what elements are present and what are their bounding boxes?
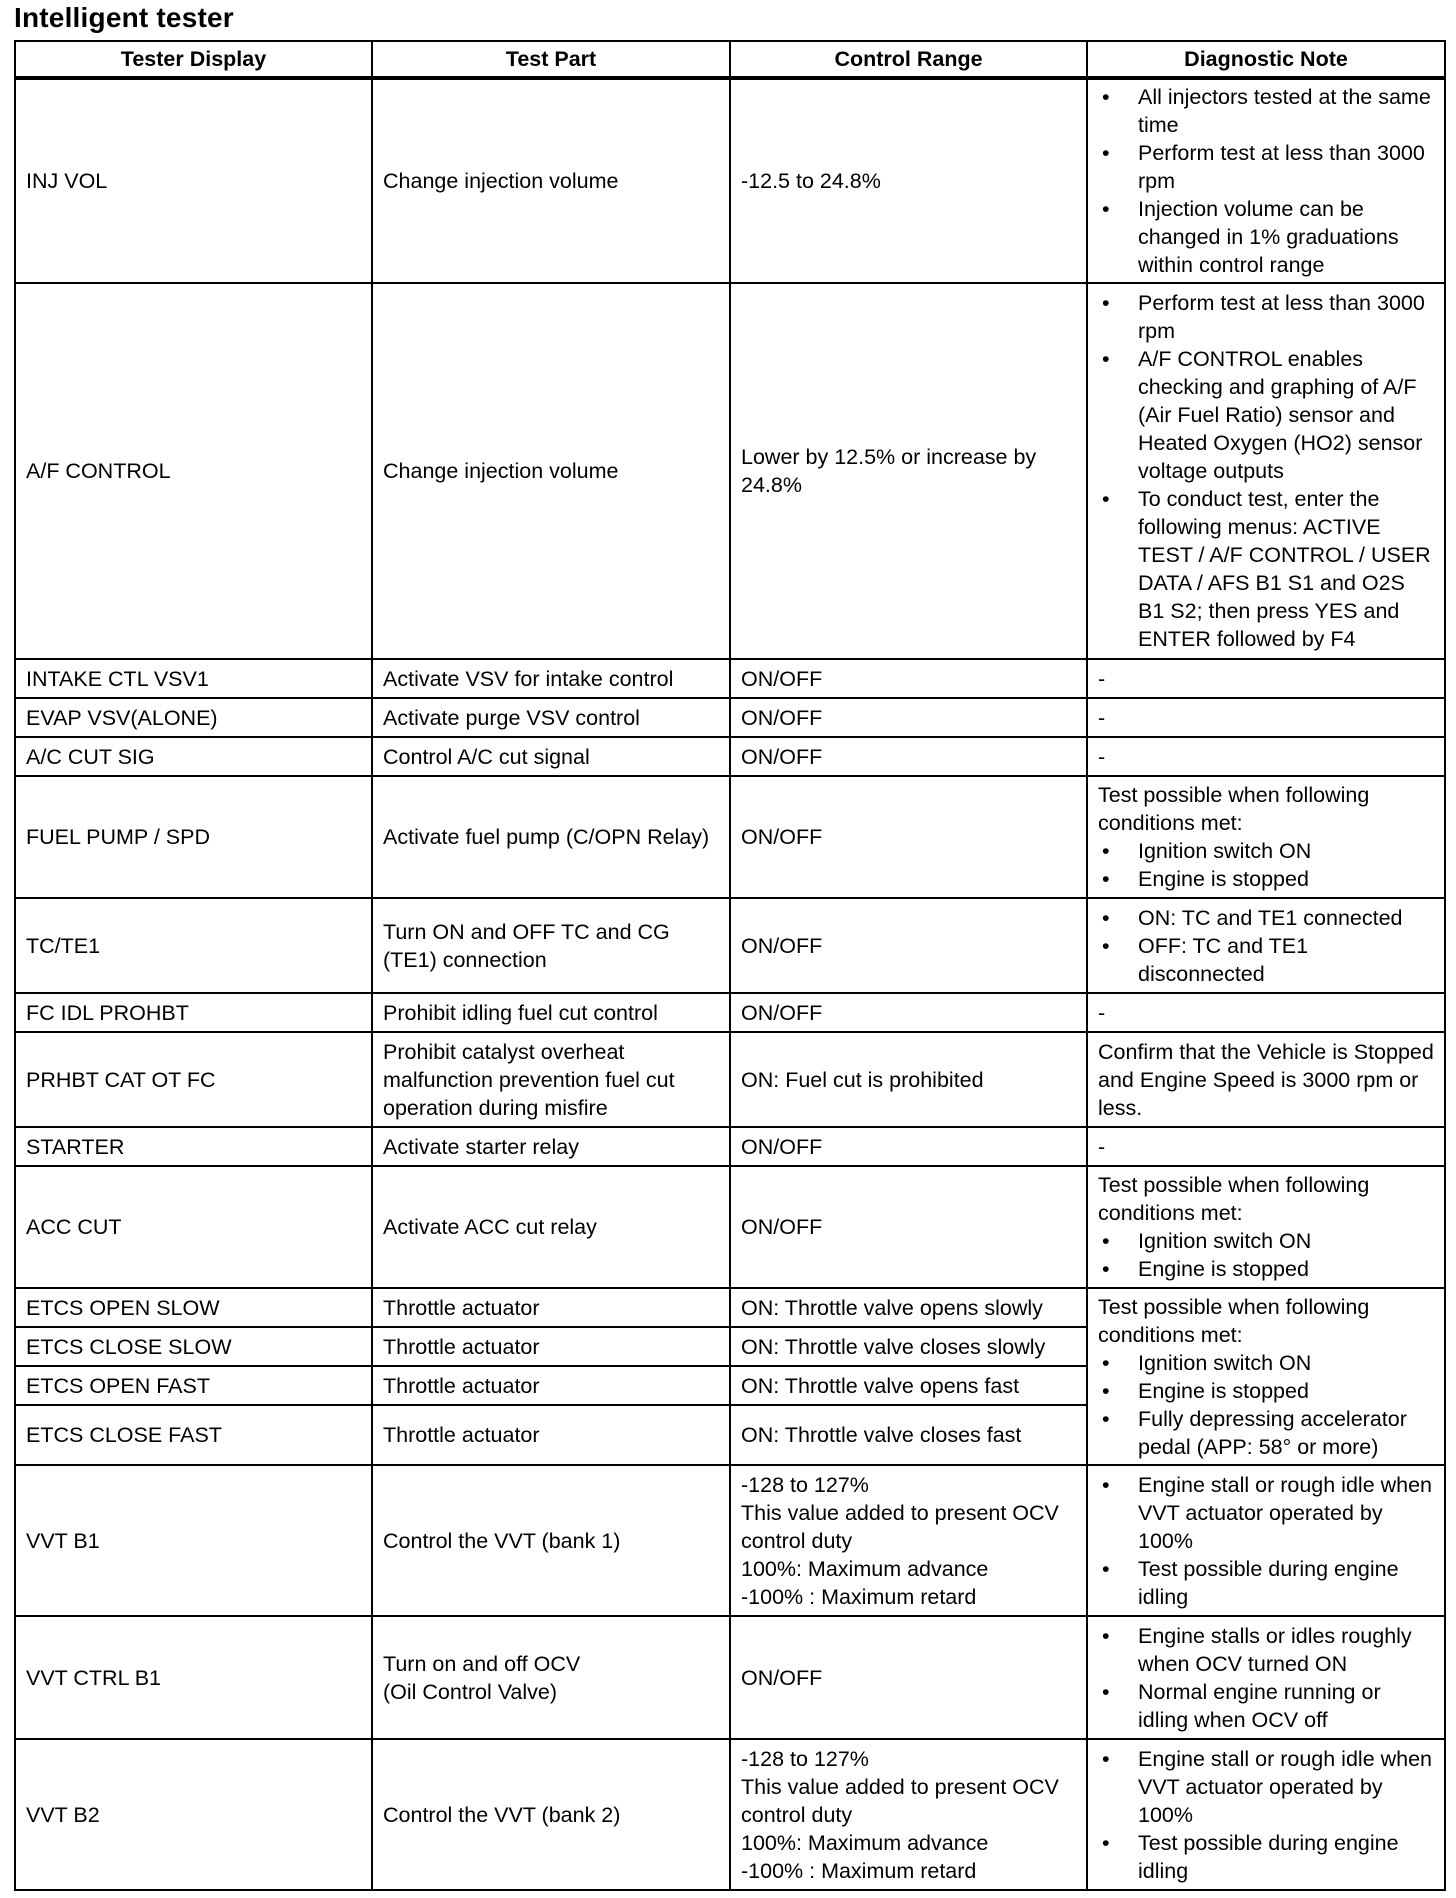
control-range-line: This value added to present OCV control duty [741, 1774, 1059, 1827]
note-text: Test possible when following conditions met: [1098, 1173, 1370, 1225]
control-range-line: -128 to 127% [741, 1746, 869, 1771]
test-part-cell: Activate VSV for intake control [372, 659, 730, 698]
test-part-cell: Activate starter relay [372, 1127, 730, 1166]
tester-display-cell: A/F CONTROL [15, 283, 372, 659]
table-row [15, 737, 1445, 776]
test-part-cell: Throttle actuator [372, 1288, 730, 1327]
note-bullet: • ON: TC and TE1 connected [1098, 904, 1434, 932]
test-part-cell: Activate fuel pump (C/OPN Relay) [372, 776, 730, 898]
note-bullet: • All injectors tested at the same time [1098, 83, 1434, 139]
tester-display-cell: EVAP VSV(ALONE) [15, 698, 372, 737]
control-range-cell: ON/OFF [730, 659, 1087, 698]
tester-display-cell: A/C CUT SIG [15, 737, 372, 776]
diagnostic-note-cell: - [1087, 698, 1445, 737]
tester-display-cell: PRHBT CAT OT FC [15, 1032, 372, 1127]
control-range-line: This value added to present OCV control duty [741, 1500, 1059, 1553]
note-text: Test possible when following conditions met: [1098, 783, 1370, 835]
test-part-line: Turn on and off OCV [383, 1651, 581, 1676]
table-row [15, 283, 1445, 659]
control-range-cell: ON: Throttle valve opens slowly [730, 1288, 1087, 1327]
test-part-cell: Control the VVT (bank 2) [372, 1739, 730, 1890]
note-bullet: • Engine stalls or idles roughly when OCV turned ON [1098, 1622, 1434, 1678]
test-part-cell: Activate purge VSV control [372, 698, 730, 737]
table-row [15, 659, 1445, 698]
note-bullet: • Engine is stopped [1098, 865, 1434, 893]
test-part-cell: Control A/C cut signal [372, 737, 730, 776]
control-range-line: -100% : Maximum retard [741, 1584, 977, 1609]
note-bullet: • Test possible during engine idling [1098, 1555, 1434, 1611]
diagnostic-note-cell [1087, 283, 1445, 659]
tester-display-cell: FUEL PUMP / SPD [15, 776, 372, 898]
table-row [15, 1616, 1445, 1739]
control-range-cell: ON/OFF [730, 1166, 1087, 1288]
table-row [15, 1127, 1445, 1166]
note-bullet: • OFF: TC and TE1 disconnected [1098, 932, 1434, 988]
test-part-cell: Change injection volume [372, 78, 730, 283]
tester-display-cell: STARTER [15, 1127, 372, 1166]
note-bullet: • Engine is stopped [1098, 1377, 1434, 1405]
diagnostic-note-cell [1087, 898, 1445, 993]
test-part-cell: Turn ON and OFF TC and CG (TE1) connection [372, 898, 730, 993]
header-tester-display: Tester Display [15, 41, 372, 78]
tester-display-cell: ETCS OPEN FAST [15, 1366, 372, 1405]
page-title: Intelligent tester [14, 2, 234, 33]
active-test-table [14, 40, 1446, 1891]
diagnostic-note-cell: - [1087, 1127, 1445, 1166]
test-part-cell: Throttle actuator [372, 1405, 730, 1465]
control-range-cell: ON/OFF [730, 1616, 1087, 1739]
test-part-cell: Prohibit catalyst overheat malfunction prevention fuel cut operation during misfire [372, 1032, 730, 1127]
control-range-cell: ON/OFF [730, 737, 1087, 776]
control-range-cell: ON/OFF [730, 1127, 1087, 1166]
table-row [15, 1032, 1445, 1127]
diagnostic-note-cell [1087, 1616, 1445, 1739]
note-bullet: • Ignition switch ON [1098, 1227, 1434, 1255]
test-part-line: (Oil Control Valve) [383, 1679, 558, 1704]
tester-display-cell: INJ VOL [15, 78, 372, 283]
table-row [15, 698, 1445, 737]
control-range-cell: ON: Throttle valve closes fast [730, 1405, 1087, 1465]
test-part-cell: Control the VVT (bank 1) [372, 1465, 730, 1616]
test-part-cell: Throttle actuator [372, 1366, 730, 1405]
test-part-cell: Throttle actuator [372, 1327, 730, 1366]
control-range-line: 100%: Maximum advance [741, 1830, 989, 1855]
note-bullet: • Fully depressing accelerator pedal (APP: 58° or more) [1098, 1405, 1434, 1461]
test-part-cell: Change injection volume [372, 283, 730, 659]
tester-display-cell: INTAKE CTL VSV1 [15, 659, 372, 698]
control-range-cell: ON/OFF [730, 776, 1087, 898]
control-range-cell: ON: Fuel cut is prohibited [730, 1032, 1087, 1127]
header-test-part: Test Part [372, 41, 730, 78]
control-range-cell: ON: Throttle valve closes slowly [730, 1327, 1087, 1366]
note-bullet: • Engine stall or rough idle when VVT actuator operated by 100% [1098, 1471, 1434, 1555]
note-bullet: • Test possible during engine idling [1098, 1829, 1434, 1885]
note-bullet: • To conduct test, enter the following menus: ACTIVE TEST / A/F CONTROL / USER DATA / AFS B1 S1 and O2S B1 S2; then press YES and ENTER followed by F4 [1098, 485, 1434, 653]
diagnostic-note-cell [1087, 1032, 1445, 1127]
note-bullet: • Injection volume can be changed in 1% graduations within control range [1098, 195, 1434, 279]
test-part-cell [372, 1616, 730, 1739]
control-range-cell: ON/OFF [730, 898, 1087, 993]
tester-display-cell: ETCS CLOSE FAST [15, 1405, 372, 1465]
diagnostic-note-cell [1087, 1288, 1445, 1465]
diagnostic-note-cell [1087, 78, 1445, 283]
note-bullet: • A/F CONTROL enables checking and graphing of A/F (Air Fuel Ratio) sensor and Heated Oxygen (HO2) sensor voltage outputs [1098, 345, 1434, 485]
note-text: Test possible when following conditions met: [1098, 1294, 1370, 1347]
note-bullet: • Ignition switch ON [1098, 1349, 1434, 1377]
note-bullet: • Engine is stopped [1098, 1255, 1434, 1283]
diagnostic-note-cell [1087, 1166, 1445, 1288]
note-bullet: • Normal engine running or idling when OCV off [1098, 1678, 1434, 1734]
tester-display-cell: VVT B2 [15, 1739, 372, 1890]
tester-display-cell: FC IDL PROHBT [15, 993, 372, 1032]
control-range-cell [730, 1465, 1087, 1616]
diagnostic-note-cell [1087, 1739, 1445, 1890]
note-bullet: • Perform test at less than 3000 rpm [1098, 289, 1434, 345]
control-range-cell: ON: Throttle valve opens fast [730, 1366, 1087, 1405]
diagnostic-note-cell: - [1087, 993, 1445, 1032]
control-range-line: 100%: Maximum advance [741, 1556, 989, 1581]
diagnostic-note-cell: - [1087, 737, 1445, 776]
header-diagnostic-note: Diagnostic Note [1087, 41, 1445, 78]
table-row [15, 1465, 1445, 1616]
tester-display-cell: VVT CTRL B1 [15, 1616, 372, 1739]
tester-display-cell: VVT B1 [15, 1465, 372, 1616]
control-range-cell: ON/OFF [730, 698, 1087, 737]
note-bullet: • Ignition switch ON [1098, 837, 1434, 865]
table-row [15, 776, 1445, 898]
control-range-cell: Lower by 12.5% or increase by 24.8% [730, 283, 1087, 659]
control-range-cell: -12.5 to 24.8% [730, 78, 1087, 283]
diagnostic-note-cell [1087, 1465, 1445, 1616]
diagnostic-note-cell: - [1087, 659, 1445, 698]
header-control-range: Control Range [730, 41, 1087, 78]
control-range-cell: ON/OFF [730, 993, 1087, 1032]
table-row [15, 1166, 1445, 1288]
control-range-line: -100% : Maximum retard [741, 1858, 977, 1883]
test-part-cell: Prohibit idling fuel cut control [372, 993, 730, 1032]
table-row [15, 1288, 1445, 1327]
note-text: Confirm that the Vehicle is Stopped and Engine Speed is 3000 rpm or less. [1098, 1039, 1434, 1120]
header-row [15, 41, 1445, 78]
control-range-cell [730, 1739, 1087, 1890]
table-row [15, 898, 1445, 993]
tester-display-cell: TC/TE1 [15, 898, 372, 993]
tester-display-cell: ACC CUT [15, 1166, 372, 1288]
table-row [15, 993, 1445, 1032]
diagnostic-note-cell [1087, 776, 1445, 898]
table-row [15, 78, 1445, 283]
tester-display-cell: ETCS CLOSE SLOW [15, 1327, 372, 1366]
note-bullet: • Engine stall or rough idle when VVT actuator operated by 100% [1098, 1745, 1434, 1829]
test-part-cell: Activate ACC cut relay [372, 1166, 730, 1288]
note-bullet: • Perform test at less than 3000 rpm [1098, 139, 1434, 195]
control-range-line: -128 to 127% [741, 1472, 869, 1497]
tester-display-cell: ETCS OPEN SLOW [15, 1288, 372, 1327]
table-row [15, 1739, 1445, 1890]
